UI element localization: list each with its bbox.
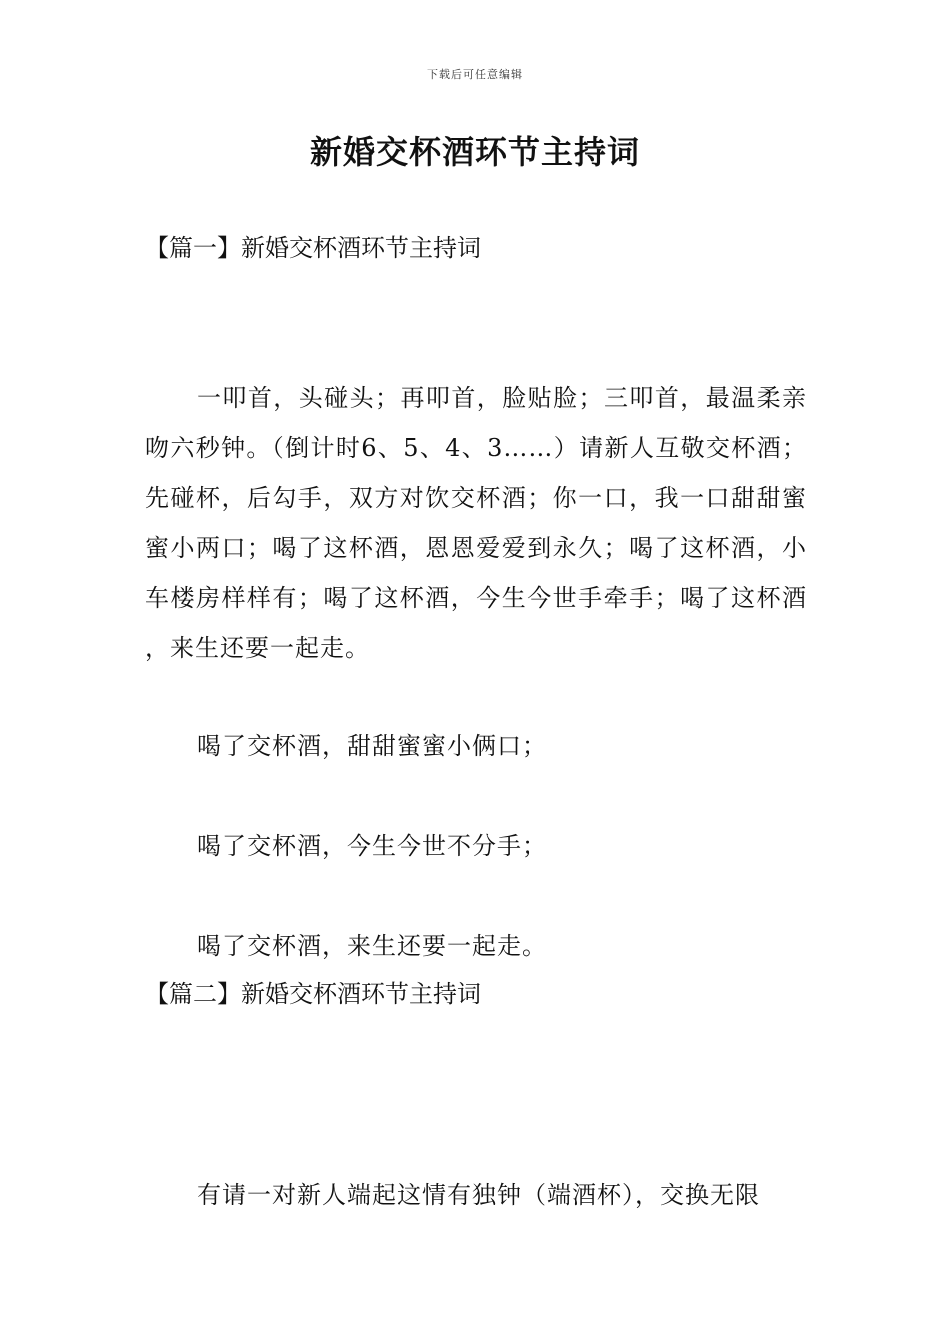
section-1-paragraph: 一叩首，头碰头；再叩首，脸贴脸；三叩首，最温柔亲吻六秒钟。（倒计时6、5、4、3……）请新人互敬交杯酒；先碰杯，后勾手，双方对饮交杯酒；你一口，我一口甜甜蜜蜜小两口；喝了这杯酒，恩恩爱爱到永久；喝了这杯酒，小车楼房样样有；喝了这杯酒，今生今世手牵手；喝了这杯酒，来生还要一起走。 xyxy=(145,384,807,662)
header-note: 下载后可任意编辑 xyxy=(427,68,523,81)
section-heading-1: 【篇一】新婚交杯酒环节主持词 xyxy=(145,234,481,262)
page-title: 新婚交杯酒环节主持词 xyxy=(309,133,640,171)
verse-line-1: 喝了交杯酒，甜甜蜜蜜小俩口； xyxy=(197,732,547,760)
section-2-paragraph-start: 有请一对新人端起这情有独钟（端酒杯），交换无限 xyxy=(197,1181,760,1209)
verse-line-3: 喝了交杯酒，来生还要一起走。 xyxy=(197,932,547,960)
verse-line-2: 喝了交杯酒，今生今世不分手； xyxy=(197,832,547,860)
section-heading-2: 【篇二】新婚交杯酒环节主持词 xyxy=(145,980,481,1008)
